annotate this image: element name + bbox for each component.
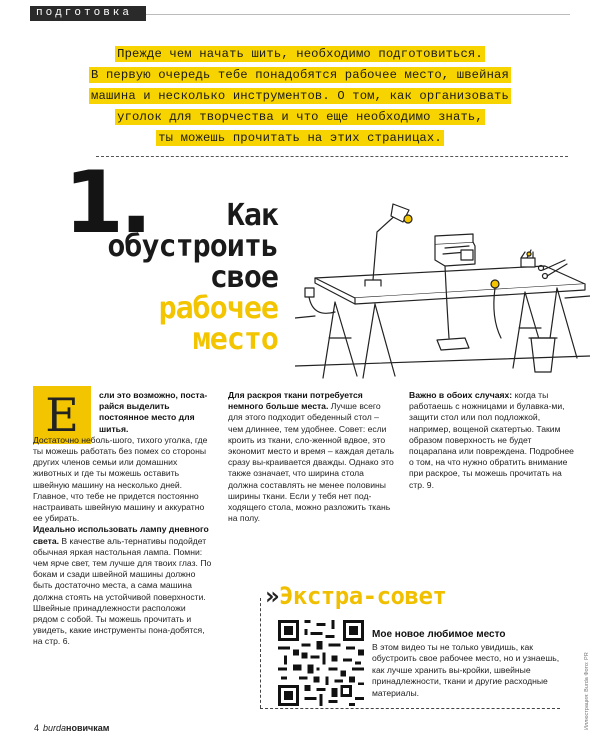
section-tag: подготовка [30, 6, 146, 21]
dashed-divider [96, 156, 568, 157]
extra-tip-heading: Мое новое любимое место [372, 629, 506, 640]
extra-tip-title-text: Экстра-совет [278, 582, 447, 610]
extra-tip-text: В этом видео ты не только увидишь, как обустроить свое рабочее место, но и узнаешь, как лучше хранить вы-кройки, швейные принадлежности, ткани и другие расходные материалы. [372, 642, 560, 698]
intro-line-5: ты можешь прочитать на этих страницах. [158, 131, 442, 145]
photo-credit: Иллюстрация: Burda Фото: PR [584, 652, 590, 730]
title-line-2: обустроить [107, 229, 278, 264]
text-column-1 [33, 390, 213, 648]
sewing-table-illustration [295, 188, 590, 388]
footer-section: новичкам [66, 723, 110, 733]
text-column-2 [228, 390, 396, 524]
extra-tip-title [265, 582, 446, 610]
column-2-bold: Для раскроя ткани потребуется немного больше места. [228, 390, 363, 412]
title-highlight-line-2: место [192, 322, 278, 357]
intro-line-3: машина и несколько инструментов. О том, как организовать [91, 89, 509, 103]
text-column-3 [409, 390, 579, 491]
column-3-bold: Важно в обоих случаях: [409, 390, 513, 400]
column-1-paragraph-2-bold: Идеально использовать лампу дневного света. [33, 524, 209, 546]
drop-cap: Е [33, 386, 91, 444]
column-1-paragraph-1: Достаточно неболь-шого, тихого уголка, где ты можешь работать без помех со стороны других членов семьи или домашних животных и где ты можешь оставить швейную машину на несколько дней. Главное, что тебе не придется постоянно настраивать швейную машину и аккуратно ее убирать. [33, 434, 208, 524]
qr-code[interactable] [278, 620, 364, 706]
page-number: 4 [34, 723, 40, 733]
extra-tip-border-bottom [260, 708, 560, 709]
intro-paragraph [40, 44, 560, 149]
title-line-3: свое [209, 260, 278, 295]
section-number: 1. [64, 153, 149, 253]
column-3-paragraph: когда ты работаешь с ножницами и булавка-ми, защити стол или пол подложкой, например, вощеной скатертью. Таким образом поверхность не будет поцарапана или повреждена. Подробнее о том, на что нужно обратить внимание при раскрое, ты можешь прочитать на стр. 9. [409, 390, 574, 490]
intro-line-1: Прежде чем начать шить, необходимо подготовиться. [117, 47, 483, 61]
page-title [78, 200, 278, 355]
extra-tip-mark: » [265, 582, 279, 610]
column-2-paragraph: Лучше всего для этого подходит обеденный стол – чем длиннее, тем удобнее. Совет: если кроить из ткани, сло-женной вдвое, это экономит место и время – каждая деталь сразу вы-краивается дважды. Однако это также означает, что ширина стола должна составлять не менее половины ширины ткани. Если у тебя нет под-ходящего стола, можно разложить ткань на полу. [228, 401, 394, 524]
title-highlight-line-1: рабочее [158, 291, 278, 326]
page-footer [34, 722, 109, 734]
column-1-paragraph-2: В качестве аль-тернативы подойдет обычная яркая настольная лампа. Помни: чем ярче свет, тем лучше для твоих глаз. По бокам и сзади швейной машины должно быть достаточно места, а сама машина должна стоять на устойчивой поверхности. Швейные принадлежности расположи рядом с собой. Ты можешь прочитать и увидеть, какие инструменты пона-добятся, на стр. 6. [33, 535, 212, 647]
intro-line-4: уголок для творчества и что еще необходимо знать, [117, 110, 483, 124]
title-line-1: Как [226, 198, 278, 233]
intro-line-2: В первую очередь тебе понадобятся рабочее место, швейная [91, 68, 509, 82]
extra-tip-border-left [260, 598, 261, 708]
brand-name: burda [43, 723, 67, 733]
column-1-lead: сли это возможно, поста-райся выделить постоянное место для шитья. [99, 390, 208, 434]
